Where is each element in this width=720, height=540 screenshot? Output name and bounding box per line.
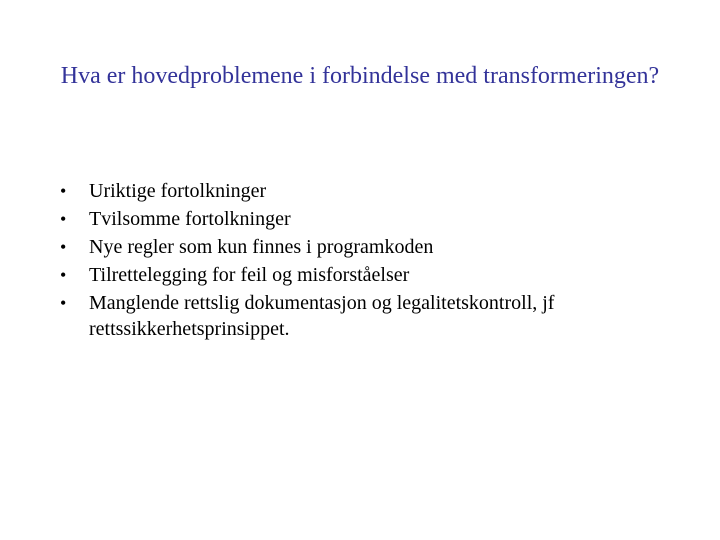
slide-title: Hva er hovedproblemene i forbindelse med transformeringen? bbox=[60, 63, 660, 89]
bullet-text: Manglende rettslig dokumentasjon og legalitetskontroll, jf rettssikkerhetsprinsippet. bbox=[89, 292, 555, 340]
bullet-text: Uriktige fortolkninger bbox=[89, 180, 267, 202]
bullet-dot-icon: • bbox=[60, 181, 67, 201]
bullet-item bbox=[60, 234, 660, 260]
bullet-dot-icon: • bbox=[60, 265, 67, 285]
bullet-item bbox=[60, 290, 660, 342]
bullet-text: Tilrettelegging for feil og misforståelser bbox=[89, 264, 410, 286]
bullet-dot-icon: • bbox=[60, 293, 67, 313]
bullet-dot-icon: • bbox=[60, 237, 67, 257]
bullet-item bbox=[60, 262, 660, 288]
bullet-text: Tvilsomme fortolkninger bbox=[89, 208, 291, 230]
bullet-item bbox=[60, 206, 660, 232]
bullet-list bbox=[60, 178, 660, 344]
bullet-dot-icon: • bbox=[60, 209, 67, 229]
bullet-item bbox=[60, 178, 660, 204]
bullet-text: Nye regler som kun finnes i programkoden bbox=[89, 236, 434, 258]
